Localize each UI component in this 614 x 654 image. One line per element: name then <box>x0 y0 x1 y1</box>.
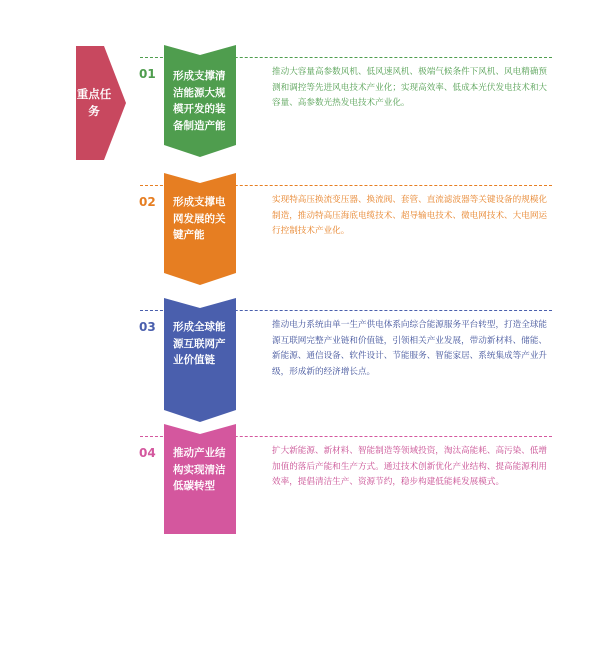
task-4-description: 扩大新能源、新材料、智能制造等领域投资，淘汰高能耗、高污染、低增加值的落后产能和生产方式。通过技术创新优化产业结构、提高能源利用效率，提倡清洁生产、资源节约，稳步构建低能耗发展模式。 <box>272 446 548 487</box>
task-4-number: 04 <box>139 446 156 460</box>
task-1-number: 01 <box>139 67 156 81</box>
task-2-number: 02 <box>139 195 156 209</box>
task-4-title: 推动产业结构实现清洁低碳转型 <box>173 447 226 492</box>
task-2-title: 形成支撑电网发展的关键产能 <box>173 196 226 241</box>
key-tasks-label: 重点任务 <box>76 87 112 118</box>
task-3-number: 03 <box>139 320 156 334</box>
task-2-description: 实现特高压换流变压器、换流阀、套管、直流滤波器等关键设备的规模化制造，推动特高压海底电缆技术、超导输电技术、微电网技术、大电网运行控制技术产业化。 <box>272 195 548 236</box>
task-1-title: 形成支撑清洁能源大规模开发的装备制造产能 <box>173 70 226 132</box>
task-3-description: 推动电力系统由单一生产供电体系向综合能源服务平台转型，打造全球能源互联网完整产业链和价值链，引领相关产业发展，带动新材料、储能、新能源、通信设备、软件设计、节能服务、智能家居、系统集成等产业升级，形成新的经济增长点。 <box>272 320 548 377</box>
task-3-title: 形成全球能源互联网产业价值链 <box>173 321 226 366</box>
task-1-description: 推动大容量高参数风机、低风速风机、极端气候条件下风机、风电精确预测和调控等先进风电技术产业化；实现高效率、低成本光伏发电技术和大容量、高参数光热发电技术产业化。 <box>272 67 548 108</box>
